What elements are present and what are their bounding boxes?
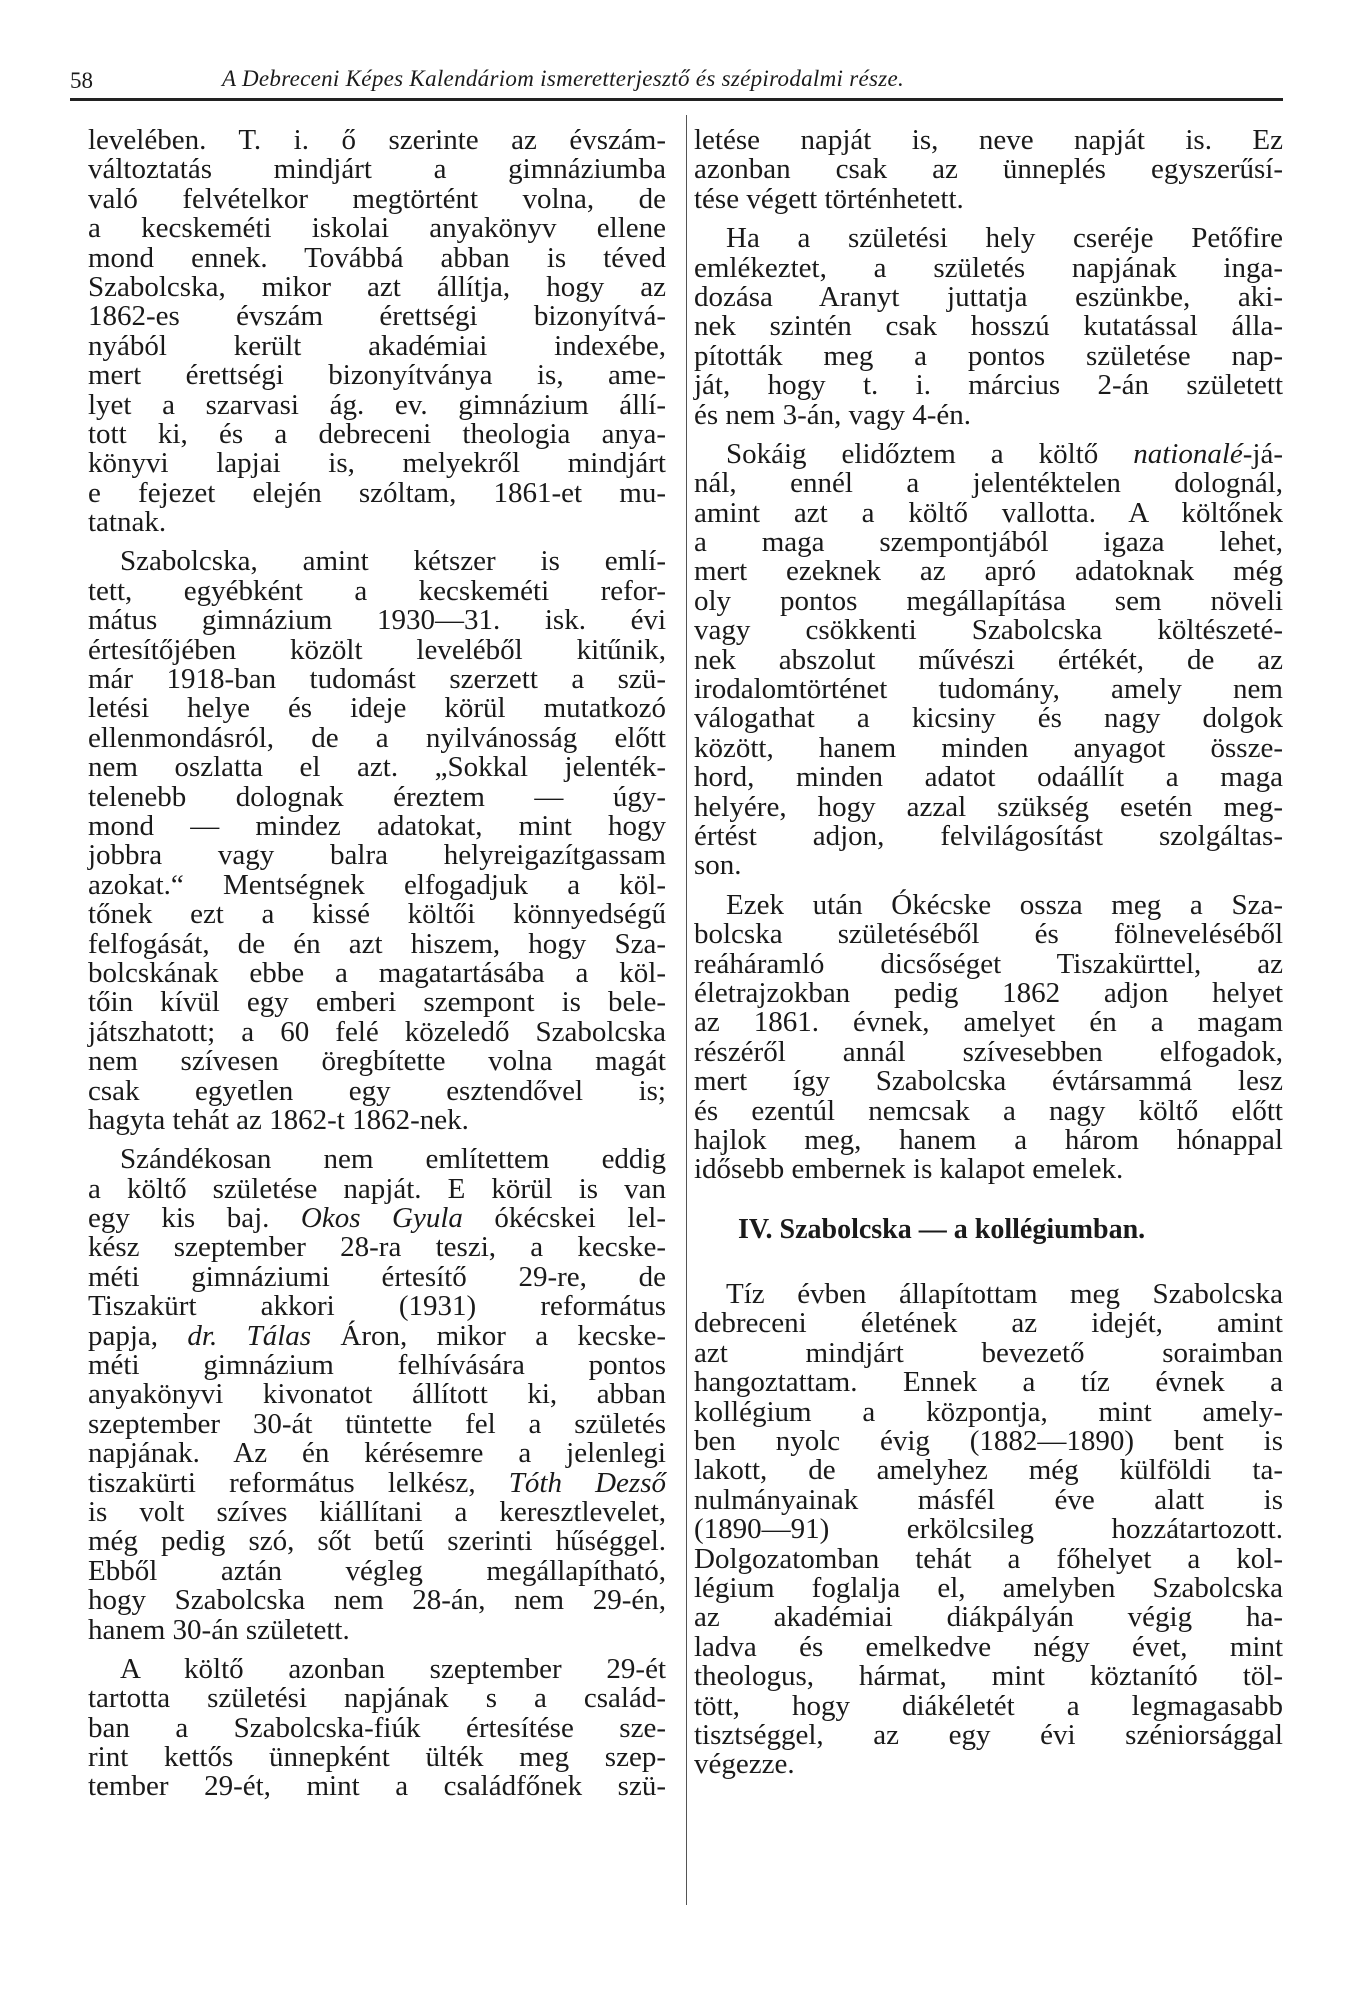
text-line: részéről annál szívesebben elfogadok, [694,1035,1283,1068]
text-line: rint kettős ünnepként ülték meg szep- [88,1741,666,1774]
text-line: bolcskának ebbe a magatartásába a köl- [88,956,666,989]
italic-name: Tóth Dezső [508,1466,666,1499]
text-line: anyakönyvi kivonatot állított ki, abban [88,1378,666,1411]
text-line [88,1319,666,1352]
paragraph [88,1652,666,1803]
italic-name: nationalé [1133,437,1243,470]
text-line: Ezek után Ókécske ossza meg a Sza- [726,888,1283,921]
running-title: A Debreceni Képes Kalendáriom ismeretterjesztő és szépirodalmi része. [222,66,905,91]
text-line: nek abszolut művészi értékét, de az [694,643,1283,676]
text-line: ját, hogy t. i. március 2-án született [694,369,1283,402]
right-column [694,126,1283,1790]
text-line: csak egyetlen egy esztendővel is; [88,1074,666,1107]
text-line: ellenmondásról, de a nyilvánosság előtt [88,721,666,754]
text-line: ben nyolc évig (1882—1890) bent is [694,1425,1283,1458]
text-line: is volt szíves kiállítani a keresztlevelet, [88,1495,666,1528]
text-segment: ókécskei lel- [462,1202,666,1235]
italic-name: dr. Tálas [187,1319,312,1352]
text-line: emlékeztet, a születés napjának inga- [694,251,1283,284]
text-line: még pedig szó, sőt betű szerinti hűséggel. [88,1525,666,1558]
text-line: mond ennek. Továbbá abban is téved [88,241,666,274]
text-line: mond — mindez adatokat, mint hogy [88,809,666,842]
text-line: méti gimnáziumi értesítő 29-re, de [88,1260,666,1293]
text-line: lyet a szarvasi ág. ev. gimnázium állí- [88,388,666,421]
text-line: vagy csökkenti Szabolcska költészeté- [694,614,1283,647]
text-line: pították meg a pontos születése nap- [694,339,1283,372]
text-line: tőnek ezt a kissé költői könnyedségű [88,898,666,931]
text-line: végezze. [694,1748,795,1781]
text-line: helyére, hogy azzal szükség esetén meg- [694,790,1283,823]
text-line: debreceni életének az idejét, amint [694,1307,1283,1340]
paragraph [88,126,666,537]
text-line: letése napját is, neve napját is. Ez [694,124,1283,156]
text-line: változtatás mindjárt a gimnáziumba [88,153,666,186]
text-line: tése végett történhetett. [694,182,964,215]
text-line: nulmányainak másfél éve alatt is [694,1483,1283,1516]
text-line: Ha a születési hely cseréje Petőfire [726,222,1283,255]
text-line: nál, ennél a jelentéktelen dolognál, [694,467,1283,500]
text-line: szeptember 30-át tüntette fel a születés [88,1407,666,1440]
text-line: méti gimnázium felhívására pontos [88,1349,666,1382]
running-header [70,64,1283,98]
text-line: irodalomtörténet tudomány, amely nem [694,673,1283,706]
text-segment: papja, [88,1319,188,1352]
paragraph [88,1145,666,1645]
text-line: levelében. T. i. ő szerinte az évszám- [88,124,666,156]
text-line: A költő azonban szeptember 29-ét [120,1652,666,1685]
text-line: son. [694,849,742,882]
text-line: kollégium a központja, mint amely- [694,1395,1283,1428]
text-line: értést adjon, felvilágosítást szolgáltas- [694,819,1283,852]
text-line: az akadémiai diákpályán végig ha- [694,1601,1283,1634]
paragraph [694,437,1283,882]
text-line: hagyta tehát az 1862-t 1862-nek. [88,1103,469,1136]
text-line: nek szintén csak hosszú kutatással álla- [694,310,1283,343]
text-line: tött, hogy diákéletét a legmagasabb [694,1689,1283,1722]
text-line: nyából került akadémiai indexébe, [88,329,666,362]
text-line: tatnak. [88,506,167,539]
paragraph [694,224,1283,430]
text-line: Szabolcska, amint kétszer is emlí- [120,545,666,578]
text-line: és nem 3-án, vagy 4-én. [694,398,972,431]
text-line: már 1918-ban tudomást szerzett a szü- [88,663,666,696]
text-line: válogathat a kicsiny és nagy dolgok [694,702,1283,735]
italic-name: Okos Gyula [300,1202,463,1235]
text-line: e fejezet elején szóltam, 1861-et mu- [88,476,666,509]
text-line: nem szívesen öregbítette volna magát [88,1045,666,1078]
text-line: tisztséggel, az egy évi széniorsággal [694,1718,1283,1751]
text-line: azt mindjárt bevezető soraimban [694,1336,1283,1369]
section-heading: IV. Szabolcska — a kollégiumban. [738,1213,1146,1245]
text-line: és ezentúl nemcsak a nagy költő előtt [694,1094,1283,1127]
text-line: nem oszlatta el azt. „Sokkal jelenték- [88,751,666,784]
text-line: légium foglalja el, amelyben Szabolcska [694,1571,1283,1604]
text-line: bolcska születéséből és fölneveléséből [694,918,1283,951]
text-line: való felvételkor megtörtént volna, de [88,182,666,215]
text-line: Ebből aztán végleg megállapítható, [88,1554,666,1587]
header-rule [70,98,1283,101]
paragraph [88,547,666,1135]
text-line: mert így Szabolcska évtársammá lesz [694,1065,1283,1098]
text-segment: egy kis baj. [88,1202,301,1235]
text-line: theologus, hármat, mint köztanító töl- [694,1660,1283,1693]
text-line [88,1466,666,1499]
column-divider [686,115,687,1905]
text-line: Tiszakürt akkori (1931) református [88,1290,666,1323]
text-line: ban a Szabolcska-fiúk értesítése sze- [88,1711,666,1744]
paragraph [694,1280,1283,1780]
text-line: hogy Szabolcska nem 28-án, nem 29-én, [88,1584,666,1617]
text-line: mátus gimnázium 1930—31. isk. évi [88,604,666,637]
text-line: hord, minden adatot odaállít a maga [694,761,1283,794]
text-line: reáháramló dicsőséget Tiszakürttel, az [694,947,1283,980]
text-line: játszhatott; a 60 felé közeledő Szabolcska [88,1015,666,1048]
text-line: a költő születése napját. E körül is van [88,1172,666,1205]
text-line: azonban csak az ünneplés egyszerűsí- [694,153,1283,186]
text-line: ladva és emelkedve négy évet, mint [694,1630,1283,1663]
text-line: 1862-es évszám érettségi bizonyítvá- [88,300,666,333]
text-segment: Sokáig elidőztem a költő [726,437,1134,470]
page-number: 58 [70,68,93,93]
text-line: Dolgozatomban tehát a főhelyet a kol- [694,1542,1283,1575]
text-line: idősebb embernek is kalapot emelek. [694,1153,1124,1186]
text-line: hajlok meg, hanem a három hónappal [694,1123,1283,1156]
paragraph [694,126,1283,214]
text-line: (1890—91) erkölcsileg hozzátartozott. [694,1513,1283,1546]
text-line: a maga szempontjából igaza lehet, [694,526,1283,559]
text-line: a kecskeméti iskolai anyakönyv ellene [88,212,666,245]
text-line: könyvi lapjai is, melyekről mindjárt [88,447,666,480]
text-line: napjának. Az én kérésemre a jelenlegi [88,1437,666,1470]
text-line: értesítőjében közölt leveléből kitűnik, [88,633,666,666]
text-segment: tiszakürti református lelkész, [88,1466,509,1499]
paragraph [694,888,1283,1186]
text-line: letési helye és ideje körül mutatkozó [88,692,666,725]
text-line: mert ezeknek az apró adatoknak még [694,555,1283,588]
text-line: hanem 30-án született. [88,1613,350,1646]
text-line: dozása Aranyt juttatja eszünkbe, aki- [694,280,1283,313]
text-line: mert érettségi bizonyítványa is, ame- [88,359,666,392]
text-line: amint azt a költő vallotta. A költőnek [694,496,1283,529]
text-line: felfogását, de én azt hiszem, hogy Sza- [88,927,666,960]
text-line: oly pontos megállapítása sem növeli [694,584,1283,617]
text-line: tőin kívül egy emberi szempont is bele- [88,986,666,1019]
text-line: életrajzokban pedig 1862 adjon helyet [694,976,1283,1009]
text-segment: -já- [1242,437,1283,470]
text-line: között, hanem minden anyagot össze- [694,731,1283,764]
left-column [88,126,666,1812]
text-line: tott ki, és a debreceni theologia anya- [88,417,666,450]
text-line: kész szeptember 28-ra teszi, a kecske- [88,1231,666,1264]
text-segment: Áron, mikor a kecske- [311,1319,666,1352]
text-line: azokat.“ Mentségnek elfogadjuk a köl- [88,868,666,901]
text-line: hangoztattam. Ennek a tíz évnek a [694,1366,1283,1399]
text-line: tember 29-ét, mint a családfőnek szü- [88,1770,666,1803]
text-line [88,1204,666,1233]
text-line: tett, egyébként a kecskeméti refor- [88,574,666,607]
text-line: telenebb dolognak éreztem — úgy- [88,780,666,813]
text-line: az 1861. évnek, amelyet én a magam [694,1006,1283,1039]
text-line: lakott, de amelyhez még külföldi ta- [694,1454,1283,1487]
text-line: Szándékosan nem említettem eddig [120,1143,666,1176]
text-line: jobbra vagy balra helyreigazítgassam [88,839,666,872]
text-line: Tíz évben állapítottam meg Szabolcska [726,1278,1283,1311]
text-line: tartotta születési napjának s a család- [88,1682,666,1715]
text-line: Szabolcska, mikor azt állítja, hogy az [88,270,666,303]
text-line [694,437,1283,470]
